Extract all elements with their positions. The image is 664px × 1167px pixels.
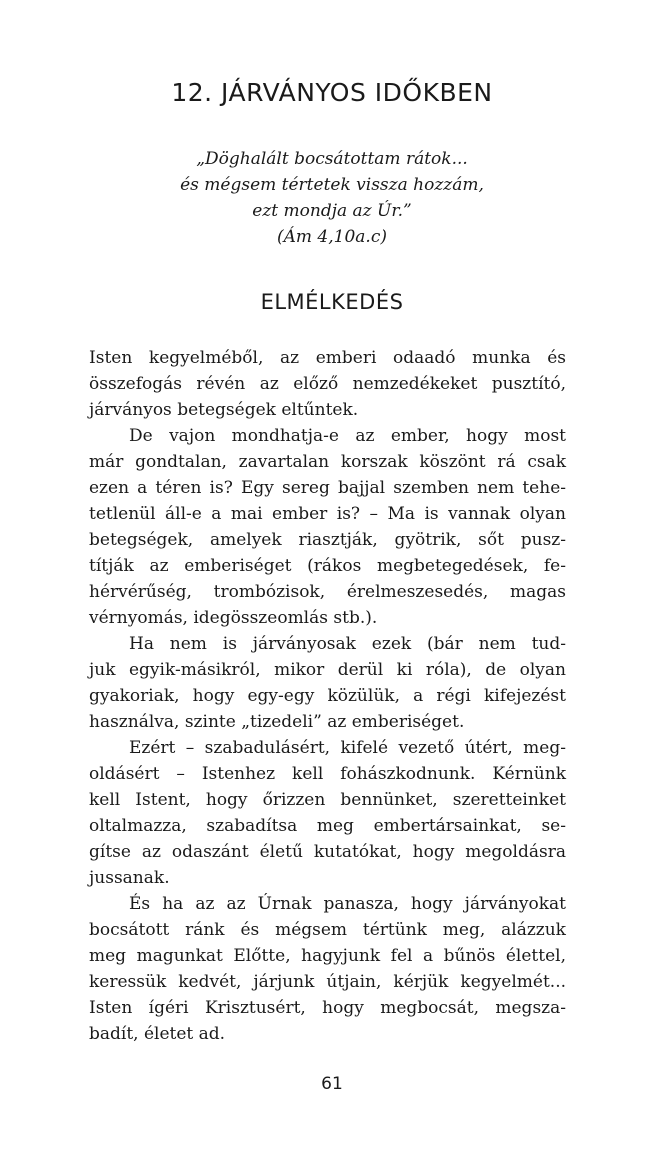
text-line: már gondtalan, zavartalan korszak köszönt rá csak [89, 452, 566, 472]
text-line: tetlenül áll-e a mai ember is? – Ma is vannak olyan [89, 504, 566, 524]
text-line: járványos betegségek eltűntek. [89, 400, 359, 420]
text-line: használva, szinte „tizedeli” az emberiséget. [89, 712, 465, 732]
section-title: ELMÉLKEDÉS [260, 290, 404, 314]
text-line: És ha az az Úrnak panasza, hogy járványokat [129, 894, 566, 914]
text-line: juk egyik-másikról, mikor derül ki róla), de olyan [89, 660, 566, 680]
body-text [89, 345, 566, 1047]
text-line: Ezért – szabadulásért, kifelé vezető útért, meg- [129, 738, 566, 758]
text-line: De vajon mondhatja-e az ember, hogy most [129, 426, 566, 446]
text-line: keressük kedvét, járjunk útjain, kérjük kegyelmét... [89, 972, 566, 992]
text-line: oldásért – Istenhez kell fohászkodnunk. Kérnünk [89, 764, 566, 784]
text-line: bocsátott ránk és mégsem tértünk meg, alázzuk [89, 920, 566, 940]
motto-line: és mégsem tértetek vissza hozzám, [180, 175, 484, 195]
text-line: betegségek, amelyek riasztják, gyötrik, sőt pusz- [89, 530, 566, 550]
text-line: jussanak. [89, 868, 170, 888]
text-line: Ha nem is járványosak ezek (bár nem tud- [129, 634, 566, 654]
text-line: Isten kegyelméből, az emberi odaadó munka és [89, 348, 566, 368]
text-line: títják az emberiséget (rákos megbetegedések, fe- [89, 556, 566, 576]
text-line: Isten ígéri Krisztusért, hogy megbocsát, megsza- [89, 998, 566, 1018]
page-number: 61 [321, 1074, 343, 1094]
text-line: ezen a téren is? Egy sereg bajjal szemben nem tehe- [89, 478, 566, 498]
motto-reference: (Ám 4,10a.c) [277, 227, 387, 247]
motto-quote [0, 146, 664, 250]
text-line: összefogás révén az előző nemzedékeket pusztító, [89, 374, 566, 394]
text-line: gítse az odaszánt életű kutatókat, hogy megoldásra [89, 842, 566, 862]
text-line: meg magunkat Előtte, hagyjunk fel a bűnös élettel, [89, 946, 566, 966]
motto-line: „Döghalált bocsátottam rátok... [196, 149, 468, 169]
text-line: oltalmazza, szabadítsa meg embertársainkat, se- [89, 816, 566, 836]
motto-line: ezt mondja az Úr.” [252, 201, 412, 221]
text-line: kell Istent, hogy őrizzen bennünket, szeretteinket [89, 790, 566, 810]
text-line: gyakoriak, hogy egy-egy közülük, a régi kifejezést [89, 686, 566, 706]
text-line: hérvérűség, trombózisok, érelmeszesedés, magas [89, 582, 566, 602]
chapter-title: 12. JÁRVÁNYOS IDŐKBEN [171, 78, 493, 107]
text-line: vérnyomás, idegösszeomlás stb.). [89, 608, 378, 628]
text-line: badít, életet ad. [89, 1024, 226, 1044]
